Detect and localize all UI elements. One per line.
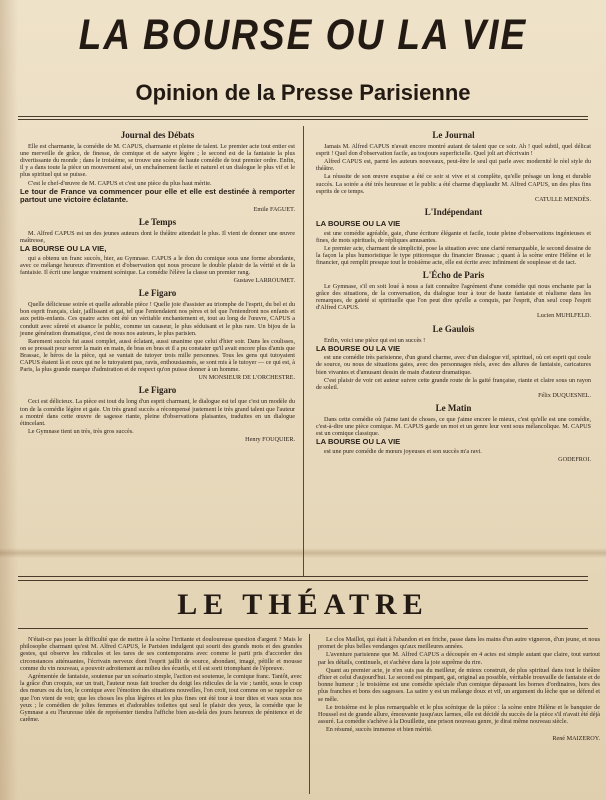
paper-edge-stain	[0, 0, 18, 800]
top-rule	[18, 116, 588, 117]
signature: René MAIZEROY.	[552, 734, 600, 742]
paragraph: Agrémentée de fantaisie, soutenue par un scénario simple, l'action est soutenue, le comique franc. Tantôt, avec la grâce d'un croquis, sur un trait, l'auteur nous fait toucher du doigt les ridicules de la vie ; tantôt, sous le coup des mœurs ou du ton, le comique avec l'émotion des situations nouvelles, l'on croit, tout comme on se rappeler ce que l'on vient de voir, que les choses les plus légères et les plus fines ont été tour à tour dites et vues sous nos yeux ; le comédien de jolies femmes et d'adorables toilettes qui seul le plaisir des yeux, la comédie que le Gymnase a eu l'heureuse idée de représenter tiendra l'affiche bien au-delà des jours heureux de pénitence et de carême.	[20, 673, 302, 724]
section-rule	[18, 576, 588, 577]
signature: CATULLE MENDÈS.	[534, 195, 591, 203]
page-title: LA BOURSE OU LA VIE	[78, 10, 528, 59]
paragraph: est une comédie agréable, gaie, d'une écriture élégante et facile, toute pleine d'observations ingénieuses et fines, de mots spirituels, de répliques amusantes.	[316, 229, 591, 244]
section-heading-figaro-2: Le Figaro	[138, 385, 177, 396]
theatre-right-column	[318, 636, 600, 743]
highlight-quote: Le tour de France va commencer pour elle et elle est destinée à remporter partout une victoire éclatante.	[20, 186, 295, 205]
paragraph: Enfin, voici une pièce qui est un succès !	[324, 336, 426, 344]
paragraph: N'était-ce pas jouer la difficulté que de mettre à la scène l'irritante et douloureuse question d'argent ? Mais le philosophe charmant qu'est M. Alfred CAPUS, le Parisien indulgent qui sourit des grands mots et des grandes gestes, qui observe les ridicules et les tares de ses contemporains avec comme le parti pris d'accorder des circonstances atténuantes, l'écrivain nerveux dont l'esprit jaillit de source, abondant, imagé, pétille et mousse comme du vin nouveau, a pouvoir adroitement au milieu des écueils, et il est sorti triomphant de l'épreuve.	[20, 636, 302, 672]
paragraph: Ceci est délicieux. La pièce est tout du long d'un esprit charmant, le dialogue est tel que c'est un modèle du ton de la comédie légère et gaie. Un très grand succès a récompensé justement le très grand talent que l'auteur a montré dans cette œuvre de sagesse riante, pleine d'observations plaisantes, traduites en un dialogue étincelant.	[20, 398, 295, 427]
paragraph: Elle est charmante, la comédie de M. CAPUS, charmante et pleine de talent. Le premier acte tout entier est une merveille de grâce, de finesse, de comique et de satyre légère ; le second est de la fantaisie la plus divertissante du monde ; dans le troisième, se trouve une scène de haute comédie de tout premier ordre. Enfin, il y a dans toute la pièce un mouvement aisé, un enchaînement facile et naturel et un dialogue le plus vif et le plus spirituel qui se puisse.	[20, 143, 295, 179]
column-divider	[303, 126, 304, 576]
theatre-rule	[18, 628, 588, 629]
paragraph: est une pure comédie de mœurs joyeuses et son succès m'a ravi.	[324, 447, 482, 455]
signature: GODEFROI.	[558, 455, 591, 463]
paragraph: qui a obtenu un franc succès, hier, au Gymnase. CAPUS a le don du comique sous une forme abondante, avec ce mélange heureux d'invention et d'observation qui nous procure le double plaisir de la vérité et de la fantaisie. Il écrit une langue vraiment scénique. La comédie l'élève la classe un premier rang.	[20, 254, 295, 276]
paragraph: En résumé, succès immense et bien mérité.	[326, 726, 433, 734]
paragraph: Quant au premier acte, je n'en suis pas du meilleur, de mieux construit, de plus spirituel dans tout le théâtre d'hier et celui d'aujourd'hui. Le second est pimpant, gai, original au possible, véritable trouvaille de fantaisie et de bonne humeur ; le troisième est une comédie spéciale d'un comique dépassant les bornes d'ordinaires, hors des plus franches et bons des sagesses. La satire y est un mélange doux et vif, un argument du lèche que se défend et se mêle.	[318, 666, 600, 703]
signature: Félix DUQUESNEL.	[538, 391, 591, 399]
paragraph: M. Alfred CAPUS est un des jeunes auteurs dont le théâtre attendait le plus. Il vient de donner une œuvre maîtresse,	[20, 230, 295, 245]
paragraph: Le Gymnase tient un très, très gros succès.	[28, 427, 134, 435]
paragraph: est une comédie très parisienne, d'un grand charme, avec d'un dialogue vif, spirituel, où cet esprit qui coule de source, ou nous de situations gaies, avec des personnages réels, avec des allures de fantaisie, caricatures bien vivantes et d'amusant dessin de main d'auteur dramatique.	[316, 354, 591, 376]
signature: Henry FOUQUIER.	[245, 435, 295, 443]
section-heading-echo: L'Écho de Paris	[422, 270, 485, 280]
page-subtitle: Opinion de la Presse Parisienne	[135, 80, 471, 105]
signature: Lucien MUHLFELD.	[537, 312, 591, 320]
paragraph: Dans cette comédie où j'aime tant de choses, ce que j'aime encore le mieux, c'est qu'elle est une comédie, c'est-à-dire une pièce comique. M. CAPUS garde un mot et un genre leur vent sous mélancolique. M. CAPUS est un comique classique.	[316, 416, 591, 438]
top-rule-2	[18, 119, 588, 120]
paragraph: Jamais M. Alfred CAPUS n'avait encore montré autant de talent que ce soir. Ah ! quel subtil, quel délicat esprit ! Quel don d'observation facile, au toujours superficielle. Quel joli art d'écrivain !	[316, 143, 591, 158]
paragraph: Quelle délicieuse soirée et quelle adorable pièce ! Quelle joie d'assister au triomphe de l'esprit, du bel et du bon esprit français, clair, jaillissant et gai, tel que l'entendaient nos pères et tel que l'entendront nos enfants et aux petits-enfants. Ces quatre actes ont été un véritable enchantement et, tout au long de l'œuvre, CAPUS a conduit avec sûreté et aisance le public, comme un causeur, le plus séduisant et le plus rare. Un bijou de la jeune génération dramatique, c'est de nous nos auteurs, le plus parisien.	[20, 301, 295, 337]
paragraph: Le Gymnase, s'il en soit loué à nous a fait connaître l'agrément d'une comédie qui nous enchante par la grâce des situations, de la conversation, du dialogue tour à tour de haute fantaisie et réalisme dans les remarques, de gaieté si spirituelle que l'on peut dire qu'elle a conquis, par l'esprit, d'un seul coup l'esprit d'Alfred CAPUS.	[316, 283, 591, 312]
paragraph: Le clos Maillot, qui était à l'abandon et en friche, passe dans les mains d'un autre vigneron, d'un jeune, et nous promet de plus belles vendanges qu'aux meilleures années.	[318, 636, 600, 651]
section-heading-gaulois: Le Gaulois	[432, 323, 475, 334]
highlight-quote: LA BOURSE OU LA VIE	[316, 218, 401, 228]
highlight-quote: LA BOURSE OU LA VIE,	[20, 244, 107, 254]
theatre-column-divider	[309, 634, 310, 794]
section-heading-temps: Le Temps	[138, 216, 177, 227]
signature: Gustave LARROUMET.	[233, 277, 295, 285]
paragraph: Le premier acte, charmant de simplicité, pose la situation avec une clarté remarquable, le second dessine de la façon la plus humoristique le type pittoresque du financier Brassac ; quant à la scène entre Hélène et le financier, qui remplit presque tout le troisième acte, elle est écrite avec infiniment de souplesse et de tact.	[316, 244, 591, 266]
section-heading-matin: Le Matin	[435, 402, 472, 413]
paragraph: L'aventure parisienne que M. Alfred CAPUS a découpée en 4 actes est simple autant que claire, tout surtout par les détails, continuels, et s'achève dans la joie suprême du rire.	[318, 651, 600, 666]
paragraph: Alfred CAPUS est, parmi les auteurs nouveaux, peut-être le seul qui parle avec modernité le réel style du théâtre.	[316, 158, 591, 173]
signature: Emile FAGUET.	[253, 205, 295, 213]
paragraph: C'est plaisir de voir cet auteur suivre cette grande route de la gaité française, riante et claire sous un rayon de soleil.	[316, 376, 591, 391]
section-heading-independant: L'Indépendant	[424, 206, 483, 217]
paragraph: C'est le chef-d'œuvre de M. CAPUS et c'est une pièce du plus haut mérite.	[28, 179, 212, 187]
theatre-heading: LE THÉATRE	[177, 588, 429, 621]
section-heading-journal: Le Journal	[432, 130, 475, 140]
paragraph: Le troisième est le plus remarquable et le plus scénique de la pièce : la scène entre Hélène et le banquier de Houssel est de grande allure, émouvante jusqu'aux larmes, elle est décidé du succès de la pièce s'il n'avait été déjà assuré. La comédie s'achève à la Douillette, une prison nouveau genre, je dirai même nouveau siècle.	[318, 703, 600, 726]
section-heading-figaro: Le Figaro	[138, 288, 177, 299]
theatre-left-column	[20, 636, 302, 724]
right-column	[316, 128, 591, 548]
signature: UN MONSIEUR DE L'ORCHESTRE.	[198, 374, 295, 382]
paragraph: La réussite de son œuvre exquise a été ce soir si vive et si complète, qu'elle présage un long et durable succès. La soirée a été très heureuse et le public a été charme d'applaudir M. Alfred CAPUS, un des plus fins esprits de ce temps.	[316, 173, 591, 195]
highlight-quote: LA BOURSE OU LA VIE	[316, 437, 401, 447]
paragraph: Rarement succès fut aussi complet, aussi éclatant, aussi unanime que celui d'hier soir. Dans les coulisses, on se pressait pour serrer la main en main, de bras en bras et il a pu constater qu'il avait encore plus d'amis que Brassac, le héros de la pièce, qui se vantait de tutoyer trois mille personnes. Tous les gens qui tutoyaient CAPUS étaient là et ceux qui ne le tutoyaient pas, ravis, enthousiasmés, se sont mis à le tutoyer — ce qui est, à Paris, la plus grande marque d'admiration et de respect qu'on puisse donner à un homme.	[20, 337, 295, 374]
section-heading-debats: Journal des Débats	[120, 130, 195, 140]
left-column	[20, 128, 295, 568]
highlight-quote: LA BOURSE OU LA VIE	[316, 343, 401, 353]
section-rule-2	[18, 580, 588, 581]
